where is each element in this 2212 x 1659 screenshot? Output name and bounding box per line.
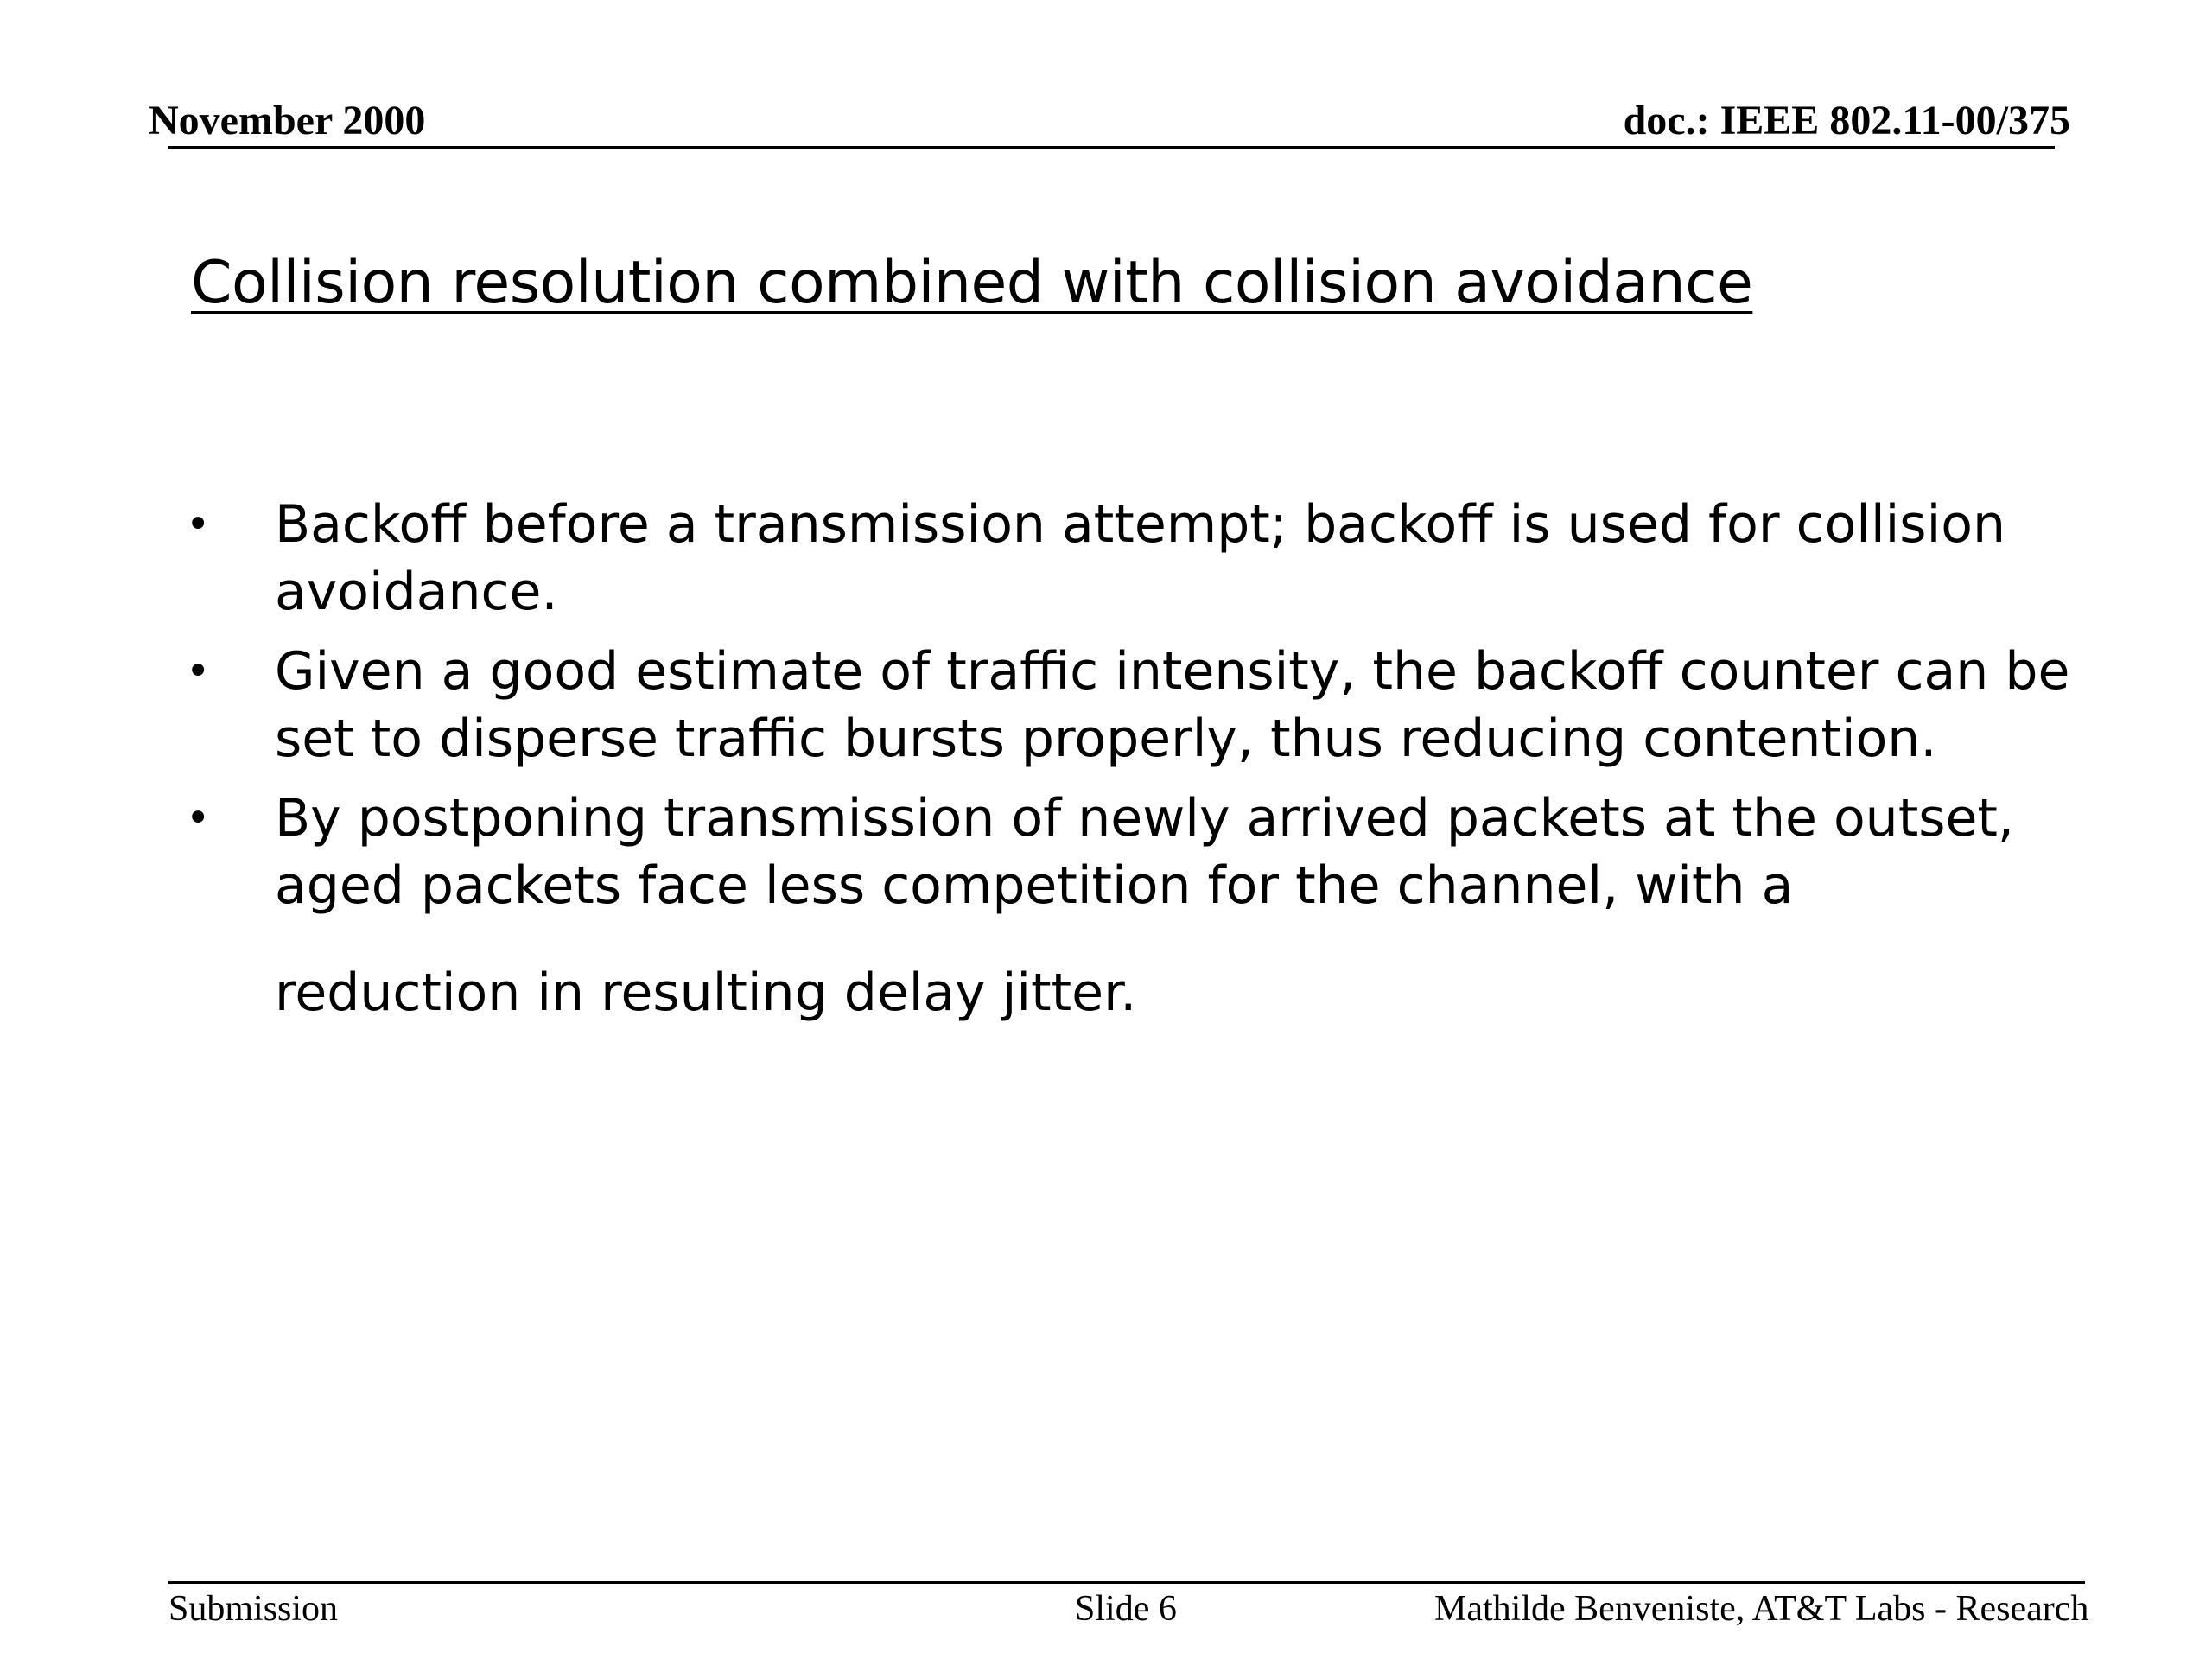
bullet-list (186, 491, 2087, 1039)
bullet-item (186, 785, 2087, 1027)
slide-header (149, 97, 2070, 145)
bullet-continuation: reduction in resulting delay jitter. (275, 963, 1137, 1023)
header-doc-id: doc.: IEEE 802.11-00/375 (1623, 98, 2070, 143)
bullet-text: Given a good estimate of traffic intensity, the backoff counter can be set to disperse traffic bursts properly, thus reducing contention. (275, 641, 2070, 769)
bullet-marker: • (186, 794, 211, 842)
bullet-text: Backoff before a transmission attempt; backoff is used for collision avoidance. (275, 494, 2005, 622)
footer-slide-number: Slide 6 (1075, 1589, 1177, 1629)
bullet-item (186, 638, 2087, 772)
footer-author: Mathilde Benveniste, AT&T Labs - Research (1434, 1589, 2089, 1629)
header-date: November 2000 (149, 98, 426, 143)
slide-title: Collision resolution combined with collision avoidance (191, 249, 1753, 317)
footer-submission: Submission (168, 1589, 339, 1629)
footer-divider (168, 1581, 2085, 1584)
bullet-marker: • (186, 647, 211, 696)
bullet-item (186, 491, 2087, 626)
header-divider (168, 146, 2055, 149)
bullet-marker: • (186, 500, 211, 549)
bullet-text: By postponing transmission of newly arrived packets at the outset, aged packets face less competition for the channel, with a (275, 788, 2014, 916)
